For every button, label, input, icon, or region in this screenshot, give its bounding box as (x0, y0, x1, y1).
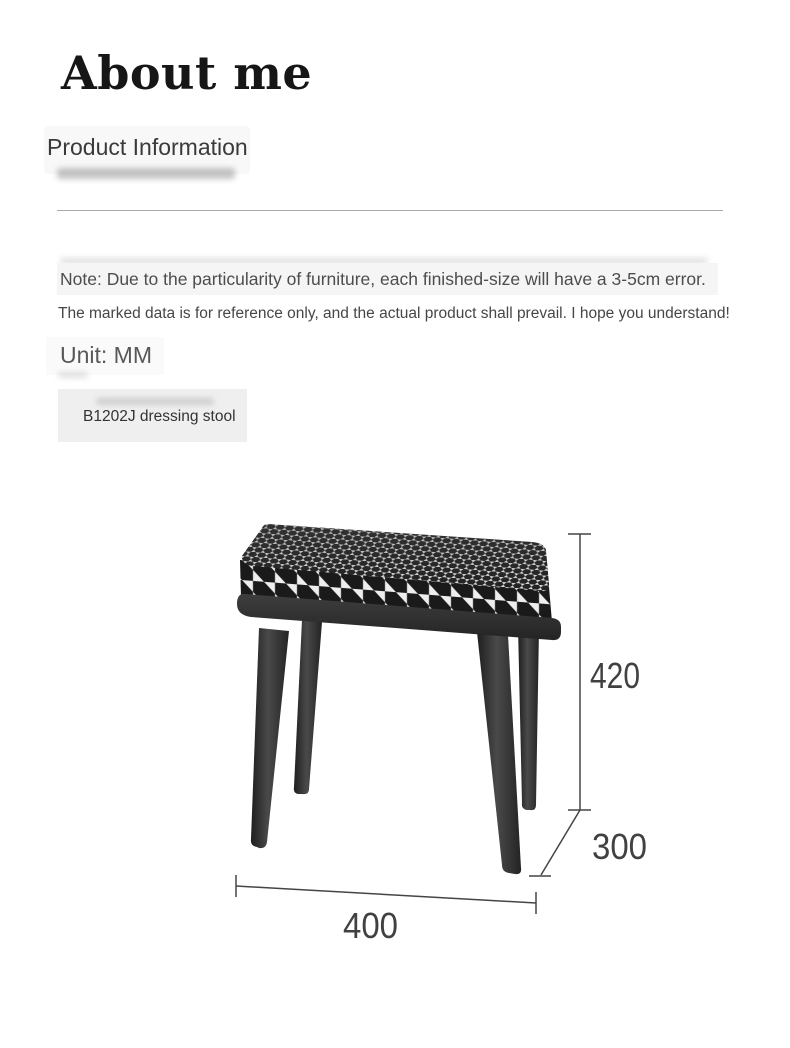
stool-front-right-leg (477, 632, 521, 874)
section-divider (57, 210, 723, 211)
product-label-box (58, 389, 247, 442)
blurred-text-artifact (96, 398, 214, 405)
section-heading-highlight (44, 126, 250, 174)
page-title: About me (61, 46, 313, 100)
stool-dimension-figure (200, 500, 680, 960)
note-line1: Note: Due to the particularity of furniture, each finished-size will have a 3-5cm error. (60, 269, 706, 289)
note-line2: The marked data is for reference only, and the actual product shall prevail. I hope you understand! (58, 305, 730, 322)
product-label: B1202J dressing stool (83, 408, 236, 425)
unit-label: Unit: MM (60, 342, 152, 368)
depth-dimension-line (529, 810, 580, 876)
stool-back-left-leg (294, 620, 322, 794)
stool-front-left-leg (251, 628, 289, 848)
section-heading: Product Information (47, 134, 248, 160)
width-dimension-label: 400 (343, 905, 398, 946)
note-highlight (57, 263, 718, 295)
height-dimension-label: 420 (590, 655, 640, 696)
height-dimension-line (568, 534, 591, 810)
stool-back-right-leg (518, 626, 539, 810)
depth-dimension-label: 300 (592, 826, 647, 867)
